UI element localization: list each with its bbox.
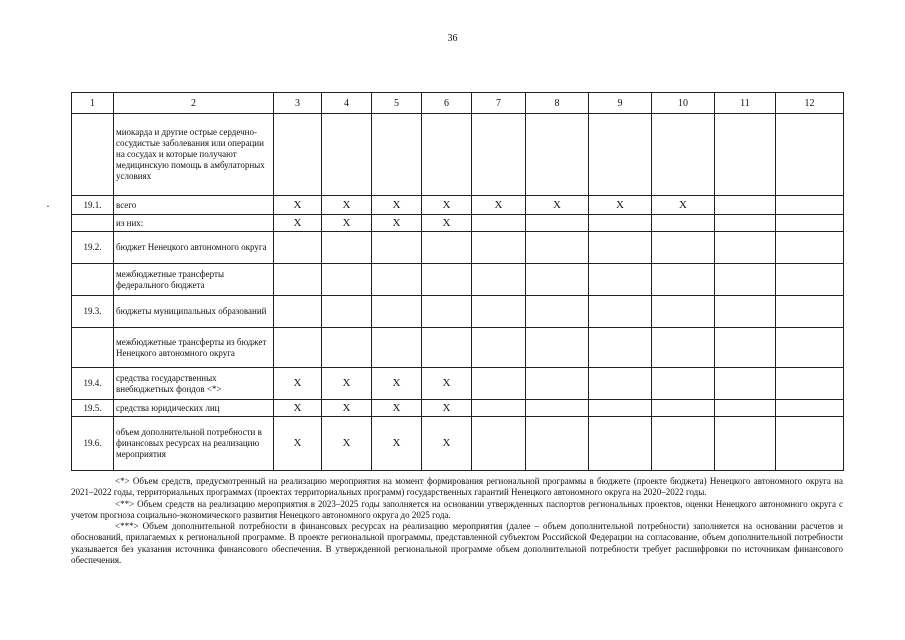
row-label-cell: всего	[114, 196, 274, 215]
value-cell	[472, 417, 526, 471]
value-cell	[526, 232, 589, 264]
value-cell	[526, 400, 589, 417]
value-cell	[372, 264, 422, 296]
footnote-3: <***> Объем дополнительной потребности в финансовых ресурсах на реализацию мероприятия (далее – объем дополнительной потребности) заполняется на основании расчетов и обоснований, прилагаемых к региональной программе. В проекте региональной программы, представленной субъектом Российской Федерации на согласование, объем дополнительной потребности указывается без указания источника финансового обеспечения. В утвержденной региональной программе объем дополнительной потребности требует расшифровки по источникам финансового обеспечения.	[71, 521, 843, 566]
value-cell	[715, 296, 776, 328]
value-cell	[776, 417, 844, 471]
value-cell	[589, 114, 652, 196]
value-cell	[274, 264, 322, 296]
value-cell: X	[274, 215, 322, 232]
value-cell	[526, 368, 589, 400]
value-cell	[715, 114, 776, 196]
column-header: 2	[114, 93, 274, 114]
value-cell	[652, 328, 715, 368]
row-label-cell: бюджеты муниципальных образований	[114, 296, 274, 328]
value-cell: X	[372, 196, 422, 215]
value-cell	[776, 368, 844, 400]
value-cell: X	[526, 196, 589, 215]
value-cell: X	[422, 417, 472, 471]
value-cell	[422, 264, 472, 296]
row-label-cell: бюджет Ненецкого автономного округа	[114, 232, 274, 264]
row-label-cell: межбюджетные трансферты из бюджет Ненецкого автономного округа	[114, 328, 274, 368]
value-cell	[715, 368, 776, 400]
row-label-cell: средства государственных внебюджетных фондов <*>	[114, 368, 274, 400]
value-cell	[422, 328, 472, 368]
value-cell	[322, 114, 372, 196]
value-cell	[589, 296, 652, 328]
table-row	[72, 400, 844, 417]
row-number-cell: 19.1.	[72, 196, 114, 215]
value-cell	[526, 417, 589, 471]
page-number: 36	[447, 33, 458, 44]
value-cell	[472, 114, 526, 196]
value-cell	[776, 264, 844, 296]
value-cell: X	[322, 215, 372, 232]
value-cell: X	[274, 417, 322, 471]
row-label-cell: межбюджетные трансферты федерального бюджета	[114, 264, 274, 296]
table-row	[72, 196, 844, 215]
value-cell: X	[372, 417, 422, 471]
row-number-cell: 19.6.	[72, 417, 114, 471]
value-cell	[652, 114, 715, 196]
value-cell	[422, 232, 472, 264]
margin-dot: ·	[46, 199, 50, 213]
table-row	[72, 296, 844, 328]
value-cell	[715, 417, 776, 471]
value-cell	[274, 232, 322, 264]
value-cell: X	[322, 417, 372, 471]
value-cell: X	[322, 368, 372, 400]
table-row	[72, 114, 844, 196]
row-number-cell	[72, 215, 114, 232]
value-cell: X	[372, 400, 422, 417]
value-cell: X	[274, 400, 322, 417]
column-header: 3	[274, 93, 322, 114]
value-cell	[652, 296, 715, 328]
value-cell: X	[372, 215, 422, 232]
value-cell	[715, 215, 776, 232]
row-label-cell: средства юридических лиц	[114, 400, 274, 417]
value-cell	[715, 196, 776, 215]
footnote-2: <**> Объем средств на реализацию мероприятия в 2023–2025 годы заполняется на основании утвержденных паспортов региональных проектов, оценки Ненецкого автономного округа с учетом прогноза социально-экономического развития Ненецкого автономного округа до 2025 года.	[71, 498, 843, 520]
column-header: 10	[652, 93, 715, 114]
value-cell	[776, 328, 844, 368]
value-cell	[652, 368, 715, 400]
table-row	[72, 215, 844, 232]
value-cell	[652, 232, 715, 264]
column-header: 5	[372, 93, 422, 114]
value-cell	[322, 296, 372, 328]
value-cell	[589, 328, 652, 368]
value-cell	[472, 215, 526, 232]
column-header: 9	[589, 93, 652, 114]
row-number-cell	[72, 328, 114, 368]
value-cell	[715, 400, 776, 417]
value-cell	[322, 264, 372, 296]
value-cell	[472, 264, 526, 296]
value-cell	[526, 328, 589, 368]
row-number-cell	[72, 264, 114, 296]
row-number-cell: 19.4.	[72, 368, 114, 400]
value-cell	[776, 296, 844, 328]
table-header-row	[72, 93, 844, 114]
footnote-1: <*> Объем средств, предусмотренный на реализацию мероприятия на момент формирования региональной программы в бюджете (проекте бюджета) Ненецкого автономного округа на 2021–2022 годы, территориальных программах (проектах территориальных программ) государственных гарантий Ненецкого автономного округа на 2020–2022 годы.	[71, 476, 843, 498]
value-cell	[776, 196, 844, 215]
value-cell	[652, 400, 715, 417]
value-cell: X	[589, 196, 652, 215]
value-cell	[776, 114, 844, 196]
value-cell	[322, 328, 372, 368]
value-cell	[526, 296, 589, 328]
value-cell	[776, 215, 844, 232]
value-cell	[274, 328, 322, 368]
column-header: 6	[422, 93, 472, 114]
value-cell	[589, 400, 652, 417]
value-cell: X	[274, 368, 322, 400]
column-header: 8	[526, 93, 589, 114]
value-cell	[472, 232, 526, 264]
value-cell	[526, 264, 589, 296]
value-cell: X	[422, 368, 472, 400]
value-cell	[422, 296, 472, 328]
value-cell	[526, 215, 589, 232]
row-label-cell: миокарда и другие острые сердечно-сосудистые заболевания или операции на сосудах и которые получают медицинскую помощь в амбулаторных условиях	[114, 114, 274, 196]
column-header: 4	[322, 93, 372, 114]
footnotes	[71, 476, 843, 566]
row-number-cell: 19.5.	[72, 400, 114, 417]
row-number-cell: 19.2.	[72, 232, 114, 264]
value-cell	[715, 328, 776, 368]
row-number-cell: 19.3.	[72, 296, 114, 328]
value-cell	[715, 264, 776, 296]
value-cell	[274, 296, 322, 328]
value-cell	[472, 400, 526, 417]
table-row	[72, 328, 844, 368]
value-cell	[776, 232, 844, 264]
value-cell: X	[274, 196, 322, 215]
row-label-cell: из них:	[114, 215, 274, 232]
column-header: 12	[776, 93, 844, 114]
column-header: 11	[715, 93, 776, 114]
value-cell	[372, 114, 422, 196]
table-row	[72, 417, 844, 471]
value-cell	[372, 328, 422, 368]
value-cell	[652, 215, 715, 232]
value-cell	[652, 264, 715, 296]
value-cell	[526, 114, 589, 196]
value-cell	[589, 417, 652, 471]
value-cell	[372, 296, 422, 328]
value-cell	[589, 264, 652, 296]
table-row	[72, 232, 844, 264]
row-number-cell	[72, 114, 114, 196]
row-label-cell: объем дополнительной потребности в финансовых ресурсах на реализацию мероприятия	[114, 417, 274, 471]
value-cell	[472, 296, 526, 328]
value-cell: X	[472, 196, 526, 215]
value-cell: X	[322, 400, 372, 417]
table-row	[72, 368, 844, 400]
value-cell	[589, 232, 652, 264]
funding-table	[71, 92, 844, 471]
column-header: 7	[472, 93, 526, 114]
value-cell: X	[422, 400, 472, 417]
value-cell: X	[322, 196, 372, 215]
value-cell: X	[372, 368, 422, 400]
value-cell	[776, 400, 844, 417]
table-row	[72, 264, 844, 296]
value-cell	[472, 368, 526, 400]
column-header: 1	[72, 93, 114, 114]
value-cell	[322, 232, 372, 264]
value-cell	[472, 328, 526, 368]
value-cell: X	[652, 196, 715, 215]
value-cell	[715, 232, 776, 264]
value-cell	[422, 114, 472, 196]
value-cell	[589, 215, 652, 232]
value-cell: X	[422, 196, 472, 215]
value-cell: X	[422, 215, 472, 232]
value-cell	[372, 232, 422, 264]
value-cell	[652, 417, 715, 471]
value-cell	[589, 368, 652, 400]
value-cell	[274, 114, 322, 196]
